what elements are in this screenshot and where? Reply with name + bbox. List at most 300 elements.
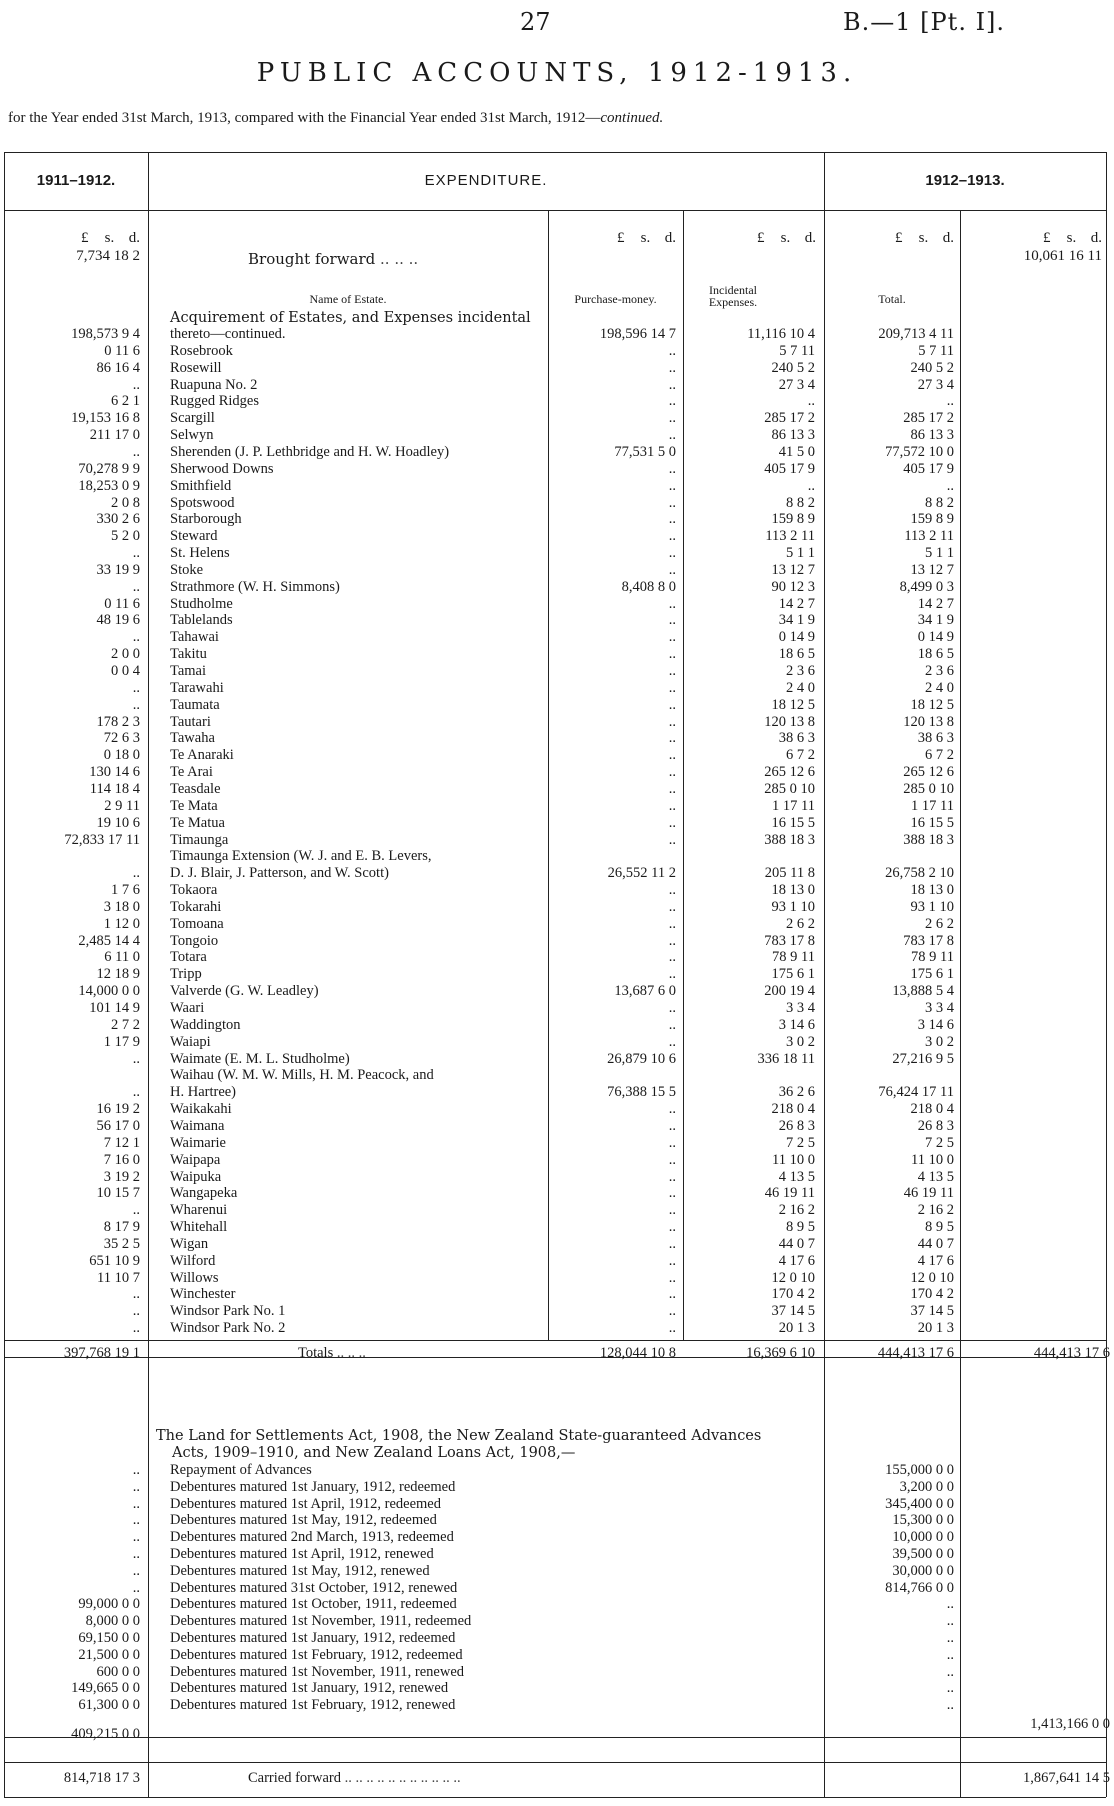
table-row (0, 663, 1114, 680)
row-total: 27,216 9 5 (892, 1050, 954, 1067)
table-row (0, 1286, 1114, 1303)
row-total: 3 14 6 (917, 1016, 954, 1033)
row-prev-1911: 1 17 9 (103, 1033, 140, 1050)
row-estate-name: Wangapeka (170, 1185, 238, 1202)
row-estate-name: Waddington (170, 1016, 241, 1033)
incidental-expenses-header: Incidental Expenses. (708, 283, 758, 309)
row-purchase-money: .. (668, 696, 676, 713)
row-estate-name: Waipuka (170, 1168, 222, 1185)
row-estate-name: Tautari (170, 713, 211, 730)
row-total: .. (946, 477, 954, 494)
row-prev-1911: 2 9 11 (104, 797, 140, 814)
carried-forward-big: 1,867,641 14 5 (1023, 1770, 1110, 1786)
row-total: 26 8 3 (917, 1117, 954, 1134)
row-purchase-money: .. (668, 966, 676, 983)
row-prev-1911: 101 14 9 (89, 1000, 140, 1016)
brought-forward-prev: 7,734 18 2 (76, 248, 140, 264)
row-purchase-money: .. (668, 932, 676, 949)
row-purchase-money: .. (668, 646, 676, 663)
row-prev-1911: 14,000 0 0 (78, 983, 140, 1000)
row-prev-1911: .. (132, 1084, 140, 1101)
row-purchase-money: .. (668, 1252, 676, 1269)
row-prev-1911: 2 0 0 (111, 646, 140, 663)
land-row-prev-1911: 21,500 0 0 (78, 1646, 140, 1663)
row-total: 20 1 3 (917, 1320, 954, 1337)
row-total: 78 9 11 (911, 949, 954, 966)
row-estate-name: Steward (170, 528, 218, 545)
row-estate-name: Tahawai (170, 629, 219, 646)
row-estate-name: Takitu (170, 646, 207, 663)
row-purchase-money: .. (668, 747, 676, 764)
land-row-total: .. (946, 1630, 954, 1646)
row-incidental-expenses: 285 0 10 (764, 780, 815, 797)
land-row (0, 1563, 1114, 1580)
row-total: 13 12 7 (910, 561, 954, 578)
totals-row (0, 1345, 1114, 1362)
land-row-description: Debentures matured 1st April, 1912, renewed (170, 1546, 434, 1562)
row-total: 2 4 0 (925, 679, 954, 696)
row-prev-1911: 130 14 6 (89, 764, 140, 781)
row-purchase-money: .. (668, 629, 676, 646)
row-prev-1911: 35 2 5 (103, 1235, 140, 1252)
land-row-total: .. (946, 1697, 954, 1714)
land-row-description: Debentures matured 1st November, 1911, redeemed (170, 1613, 472, 1630)
table-bottom-rule (4, 1797, 1106, 1798)
row-total: 6 7 2 (925, 747, 954, 764)
land-row (0, 1580, 1114, 1597)
row-incidental-expenses: 46 19 11 (764, 1185, 815, 1202)
row-total: 265 12 6 (903, 764, 954, 781)
row-purchase-money: 77,531 5 0 (614, 443, 676, 460)
land-row-total: .. (946, 1596, 954, 1613)
big-lsd-header: £ s. d. (1043, 230, 1102, 246)
row-total: 285 0 10 (903, 780, 954, 797)
land-row-prev-1911: 149,665 0 0 (71, 1680, 140, 1697)
table-row (0, 714, 1114, 731)
row-estate-name: Sherenden (J. P. Lethbridge and H. W. Hoadley) (170, 443, 450, 460)
row-purchase-money: .. (668, 1000, 676, 1016)
row-prev-1911: 1 7 6 (111, 882, 140, 899)
row-estate-name: Windsor Park No. 1 (170, 1303, 286, 1320)
table-row (0, 1270, 1114, 1287)
row-estate-name: Te Mata (170, 797, 218, 814)
row-prev-1911: 0 18 0 (103, 747, 140, 764)
land-row (0, 1462, 1114, 1479)
row-estate-name: Scargill (170, 410, 215, 427)
row-incidental-expenses: 170 4 2 (771, 1286, 815, 1303)
row-estate-name: Rosewill (170, 359, 222, 376)
table-row (0, 1169, 1114, 1186)
row-estate-name: Te Anaraki (170, 747, 234, 764)
row-incidental-expenses: 36 2 6 (778, 1084, 815, 1101)
page-subtitle (8, 110, 663, 127)
row-prev-1911: .. (132, 1050, 140, 1067)
prev-year-header: 1911–1912. (36, 172, 116, 189)
row-incidental-expenses: 113 2 11 (765, 528, 815, 545)
totals-prev: 397,768 19 1 (63, 1345, 140, 1361)
row-purchase-money: .. (668, 477, 676, 494)
row-estate-name: Rosebrook (170, 342, 233, 359)
row-total: 8,499 0 3 (899, 578, 954, 595)
row-total: 5 7 11 (918, 342, 954, 359)
table-row (0, 730, 1114, 747)
row-purchase-money: .. (668, 679, 676, 696)
land-row (0, 1529, 1114, 1546)
table-row (0, 1202, 1114, 1219)
table-row (0, 495, 1114, 512)
land-heading-2: Acts, 1909–1910, and New Zealand Loans Act, 1908,— (172, 1445, 576, 1461)
land-row-total: .. (946, 1663, 954, 1680)
land-row (0, 1512, 1114, 1529)
table-row (0, 1034, 1114, 1051)
row-purchase-money: .. (668, 1185, 676, 1202)
row-prev-1911: 18,253 0 9 (78, 477, 140, 494)
land-row-total: 3,200 0 0 (899, 1478, 954, 1495)
row-estate-name: Wilford (170, 1252, 216, 1269)
totals-purchase: 128,044 10 8 (599, 1345, 676, 1361)
row-purchase-money: .. (668, 1235, 676, 1252)
row-prev-1911: 33 19 9 (96, 561, 140, 578)
row-total: 18 6 5 (917, 646, 954, 663)
row-prev-1911: 56 17 0 (96, 1117, 140, 1134)
table-row (0, 680, 1114, 697)
row-incidental-expenses: 3 3 4 (786, 1000, 815, 1016)
land-row (0, 1613, 1114, 1630)
row-purchase-money: .. (668, 915, 676, 932)
land-row-prev-1911: 69,150 0 0 (78, 1630, 140, 1646)
row-prev-1911: .. (132, 696, 140, 713)
row-prev-1911: 72 6 3 (103, 730, 140, 747)
row-purchase-money: .. (668, 1202, 676, 1219)
row-purchase-money: 13,687 6 0 (614, 983, 676, 1000)
table-row (0, 528, 1114, 545)
table-row (0, 865, 1114, 882)
row-purchase-money: .. (668, 797, 676, 814)
row-estate-name: Tokaora (170, 882, 218, 899)
document-reference: B.—1 [Pt. I]. (843, 8, 1006, 36)
land-total-big: 1,413,166 0 0 (1030, 1716, 1110, 1732)
table-row (0, 815, 1114, 832)
row-purchase-money: 76,388 15 5 (607, 1084, 676, 1101)
row-incidental-expenses: 27 3 4 (778, 376, 815, 393)
row-prev-1911: 2,485 14 4 (78, 932, 140, 949)
page-number: 27 (520, 8, 551, 36)
row-prev-1911: 8 17 9 (103, 1219, 140, 1236)
land-row (0, 1596, 1114, 1613)
land-row-description: Debentures matured 1st January, 1912, redeemed (170, 1478, 456, 1495)
row-total: 5 1 1 (925, 545, 954, 562)
row-purchase-money: .. (668, 713, 676, 730)
row-estate-name: Totara (170, 949, 207, 966)
row-purchase-money: .. (668, 595, 676, 612)
land-row-prev-1911: .. (132, 1579, 140, 1596)
table-top-rule (4, 152, 1106, 153)
totals-total: 444,413 17 6 (877, 1345, 954, 1361)
row-purchase-money: .. (668, 1134, 676, 1151)
row-total: 4 13 5 (917, 1168, 954, 1185)
row-incidental-expenses: 93 1 10 (771, 898, 815, 915)
land-row (0, 1697, 1114, 1714)
row-estate-name: Waari (170, 1000, 205, 1016)
row-total: 34 1 9 (917, 612, 954, 629)
total-lsd-header: £ s. d. (895, 230, 954, 246)
table-row (0, 393, 1114, 410)
row-prev-1911: 0 0 4 (111, 663, 140, 679)
row-total: 2 16 2 (917, 1202, 954, 1219)
row-estate-name: Timaunga Extension (W. J. and E. B. Levers, (170, 848, 432, 865)
row-total: 175 6 1 (910, 966, 954, 983)
row-prev-1911: 16 19 2 (96, 1101, 140, 1118)
row-prev-1911: 11 10 7 (97, 1269, 140, 1286)
row-purchase-money: .. (668, 898, 676, 915)
brought-forward-label: Brought forward .. .. .. (248, 250, 419, 268)
row-estate-name: Whitehall (170, 1219, 228, 1236)
land-row-description: Debentures matured 1st February, 1912, redeemed (170, 1646, 463, 1663)
row-incidental-expenses: 34 1 9 (778, 612, 815, 629)
row-prev-1911: .. (132, 1320, 140, 1337)
row-estate-name: Studholme (170, 595, 233, 612)
table-row (0, 848, 1114, 865)
table-row (0, 1219, 1114, 1236)
row-purchase-money: .. (668, 663, 676, 679)
row-purchase-money: 26,552 11 2 (607, 865, 676, 882)
row-incidental-expenses: 405 17 9 (764, 460, 815, 477)
table-row (0, 596, 1114, 613)
land-row-prev-1911: .. (132, 1478, 140, 1495)
land-total-row (0, 1716, 1114, 1747)
row-purchase-money: .. (668, 1320, 676, 1337)
land-row-description: Debentures matured 1st February, 1912, renewed (170, 1697, 456, 1714)
row-prev-1911: 6 11 0 (104, 949, 140, 966)
row-prev-1911: 6 2 1 (111, 393, 140, 410)
row-total: 7 2 5 (925, 1134, 954, 1151)
row-prev-1911: 211 17 0 (89, 427, 140, 444)
row-prev-1911: .. (132, 629, 140, 646)
land-row-prev-1911: .. (132, 1462, 140, 1478)
row-purchase-money: .. (668, 1101, 676, 1118)
row-incidental-expenses: 38 6 3 (778, 730, 815, 747)
totals-incidental: 16,369 6 10 (746, 1345, 815, 1361)
land-row-total: 814,766 0 0 (885, 1579, 954, 1596)
table-row (0, 562, 1114, 579)
land-row-prev-1911: 8,000 0 0 (85, 1613, 140, 1630)
incidental-lsd-header: £ s. d. (757, 230, 816, 246)
row-incidental-expenses: 5 1 1 (786, 545, 815, 562)
row-estate-name: Tomoana (170, 915, 224, 932)
row-total: 0 14 9 (917, 629, 954, 646)
table-row (0, 798, 1114, 815)
row-estate-name: Windsor Park No. 2 (170, 1320, 286, 1337)
row-total: 38 6 3 (917, 730, 954, 747)
row-estate-name: Tablelands (170, 612, 233, 629)
row-total: 170 4 2 (910, 1286, 954, 1303)
row-purchase-money: .. (668, 561, 676, 578)
subtitle-continued: continued. (600, 110, 664, 126)
row-incidental-expenses: 175 6 1 (771, 966, 815, 983)
carried-forward-label: Carried forward .. .. .. .. .. .. .. .. .. .. .. (248, 1770, 461, 1786)
land-row-total: 15,300 0 0 (892, 1512, 954, 1529)
row-incidental-expenses: 240 5 2 (771, 359, 815, 376)
table-row (0, 360, 1114, 377)
row-total: 1 17 11 (911, 797, 954, 814)
row-incidental-expenses: 2 16 2 (778, 1202, 815, 1219)
row-total: 2 3 6 (925, 663, 954, 679)
row-purchase-money: .. (668, 1033, 676, 1050)
land-row (0, 1496, 1114, 1513)
row-total: 3 0 2 (925, 1033, 954, 1050)
page-title: PUBLIC ACCOUNTS, 1912-1913. (256, 58, 858, 88)
table-row (0, 949, 1114, 966)
row-incidental-expenses: 7 2 5 (786, 1134, 815, 1151)
totals-big: 444,413 17 6 (1033, 1345, 1110, 1361)
table-row (0, 1017, 1114, 1034)
land-row-total: 39,500 0 0 (892, 1546, 954, 1562)
row-purchase-money: .. (668, 342, 676, 359)
land-row-prev-1911: 600 0 0 (96, 1663, 140, 1680)
row-purchase-money: .. (668, 730, 676, 747)
row-purchase-money: .. (668, 949, 676, 966)
row-purchase-money: .. (668, 427, 676, 444)
row-total: 159 8 9 (910, 511, 954, 528)
row-prev-1911: 19 10 6 (96, 814, 140, 831)
row-incidental-expenses: 5 7 11 (779, 342, 815, 359)
row-prev-1911: .. (132, 578, 140, 595)
row-incidental-expenses: 265 12 6 (764, 764, 815, 781)
table-row (0, 545, 1114, 562)
row-incidental-expenses: 90 12 3 (771, 578, 815, 595)
row-incidental-expenses: 26 8 3 (778, 1117, 815, 1134)
row-incidental-expenses: 18 12 5 (771, 696, 815, 713)
land-row-prev-1911: 61,300 0 0 (78, 1697, 140, 1714)
row-total: .. (946, 393, 954, 410)
table-row (0, 764, 1114, 781)
table-row (0, 646, 1114, 663)
row-total: 8 9 5 (925, 1219, 954, 1236)
row-total: 93 1 10 (910, 898, 954, 915)
land-row-total: .. (946, 1613, 954, 1630)
land-total-prev: 409,215 0 0 (71, 1726, 140, 1742)
row-purchase-money: .. (668, 1303, 676, 1320)
land-row-total: .. (946, 1680, 954, 1697)
land-row-description: Debentures matured 1st May, 1912, renewed (170, 1562, 430, 1579)
row-purchase-money: .. (668, 494, 676, 511)
row-incidental-expenses: 388 18 3 (764, 831, 815, 848)
row-purchase-money: .. (668, 1151, 676, 1168)
row-total: 77,572 10 0 (885, 443, 954, 460)
row-prev-1911: 2 0 8 (111, 494, 140, 511)
table-row (0, 781, 1114, 798)
row-estate-name: Waimate (E. M. L. Studholme) (170, 1050, 350, 1067)
row-estate-name: Smithfield (170, 477, 232, 494)
row-incidental-expenses: 18 13 0 (771, 882, 815, 899)
row-prev-1911: .. (132, 545, 140, 562)
row-incidental-expenses: 1 17 11 (772, 797, 815, 814)
row-prev-1911: 19,153 16 8 (71, 410, 140, 427)
table-row (0, 444, 1114, 461)
row-estate-name: Timaunga (170, 831, 229, 848)
land-row-prev-1911: .. (132, 1495, 140, 1512)
row-prev-1911: .. (132, 865, 140, 882)
row-estate-name: Starborough (170, 511, 242, 528)
land-heading-1: The Land for Settlements Act, 1908, the New Zealand State-guaranteed Advances (156, 1428, 762, 1444)
land-row (0, 1479, 1114, 1496)
land-row-prev-1911: .. (132, 1512, 140, 1529)
row-prev-1911: 2 7 2 (111, 1016, 140, 1033)
row-incidental-expenses: 120 13 8 (764, 713, 815, 730)
row-estate-name: Wharenui (170, 1202, 228, 1219)
row-prev-1911: .. (132, 443, 140, 460)
subtitle-main: for the Year ended 31st March, 1913, compared with the Financial Year ended 31st March, 1912— (8, 110, 601, 126)
row-purchase-money: 26,879 10 6 (607, 1050, 676, 1067)
row-prev-1911: 1 12 0 (103, 915, 140, 932)
row-incidental-expenses: 86 13 3 (771, 427, 815, 444)
row-purchase-money: .. (668, 814, 676, 831)
land-row-prev-1911: .. (132, 1546, 140, 1562)
table-row (0, 1152, 1114, 1169)
land-row-description: Debentures matured 1st April, 1912, redeemed (170, 1495, 441, 1512)
table-row (0, 1253, 1114, 1270)
row-purchase-money: 198,596 14 7 (599, 326, 676, 342)
prev-lsd-header: £ s. d. (81, 230, 140, 246)
table-row (0, 612, 1114, 629)
land-row (0, 1664, 1114, 1681)
row-total: 113 2 11 (904, 528, 954, 545)
row-total: 13,888 5 4 (892, 983, 954, 1000)
row-prev-1911: 3 19 2 (103, 1168, 140, 1185)
row-estate-name: Tripp (170, 966, 202, 983)
carried-forward-row (0, 1770, 1114, 1787)
row-estate-name: Rugged Ridges (170, 393, 260, 410)
row-prev-1911: 114 18 4 (89, 780, 140, 797)
row-incidental-expenses: 44 0 7 (778, 1235, 815, 1252)
row-incidental-expenses: 200 19 4 (764, 983, 815, 1000)
row-prev-1911: .. (132, 1303, 140, 1320)
row-estate-name: Waihau (W. M. W. Mills, H. M. Peacock, and (170, 1067, 434, 1084)
row-total: 209,713 4 11 (878, 326, 954, 342)
row-incidental-expenses: 11,116 10 4 (747, 326, 815, 342)
expenditure-header: EXPENDITURE. (424, 172, 548, 189)
row-estate-name: Ruapuna No. 2 (170, 376, 258, 393)
row-estate-name: Tawaha (170, 730, 215, 747)
row-estate-name: Tamai (170, 663, 207, 679)
name-of-estate-header: Name of Estate. (309, 292, 387, 306)
row-prev-1911: 72,833 17 11 (64, 831, 140, 848)
row-incidental-expenses: 12 0 10 (771, 1269, 815, 1286)
row-total: 76,424 17 11 (878, 1084, 954, 1101)
row-purchase-money: .. (668, 410, 676, 427)
table-row (0, 916, 1114, 933)
row-purchase-money: .. (668, 1269, 676, 1286)
row-total: 12 0 10 (910, 1269, 954, 1286)
row-prev-1911: 0 11 6 (104, 342, 140, 359)
land-row-prev-1911: .. (132, 1562, 140, 1579)
row-prev-1911: 7 16 0 (103, 1151, 140, 1168)
table-row (0, 933, 1114, 950)
table-row (0, 1118, 1114, 1135)
row-total: 240 5 2 (910, 359, 954, 376)
row-prev-1911: 70,278 9 9 (78, 460, 140, 477)
row-estate-name: Willows (170, 1269, 219, 1286)
row-incidental-expenses: 37 14 5 (771, 1303, 815, 1320)
row-total: 783 17 8 (903, 932, 954, 949)
row-incidental-expenses: 218 0 4 (771, 1101, 815, 1118)
row-purchase-money: .. (668, 376, 676, 393)
row-total: 3 3 4 (925, 1000, 954, 1016)
row-incidental-expenses: 14 2 7 (778, 595, 815, 612)
table-row (0, 1101, 1114, 1118)
row-total: 14 2 7 (917, 595, 954, 612)
table-row (0, 478, 1114, 495)
